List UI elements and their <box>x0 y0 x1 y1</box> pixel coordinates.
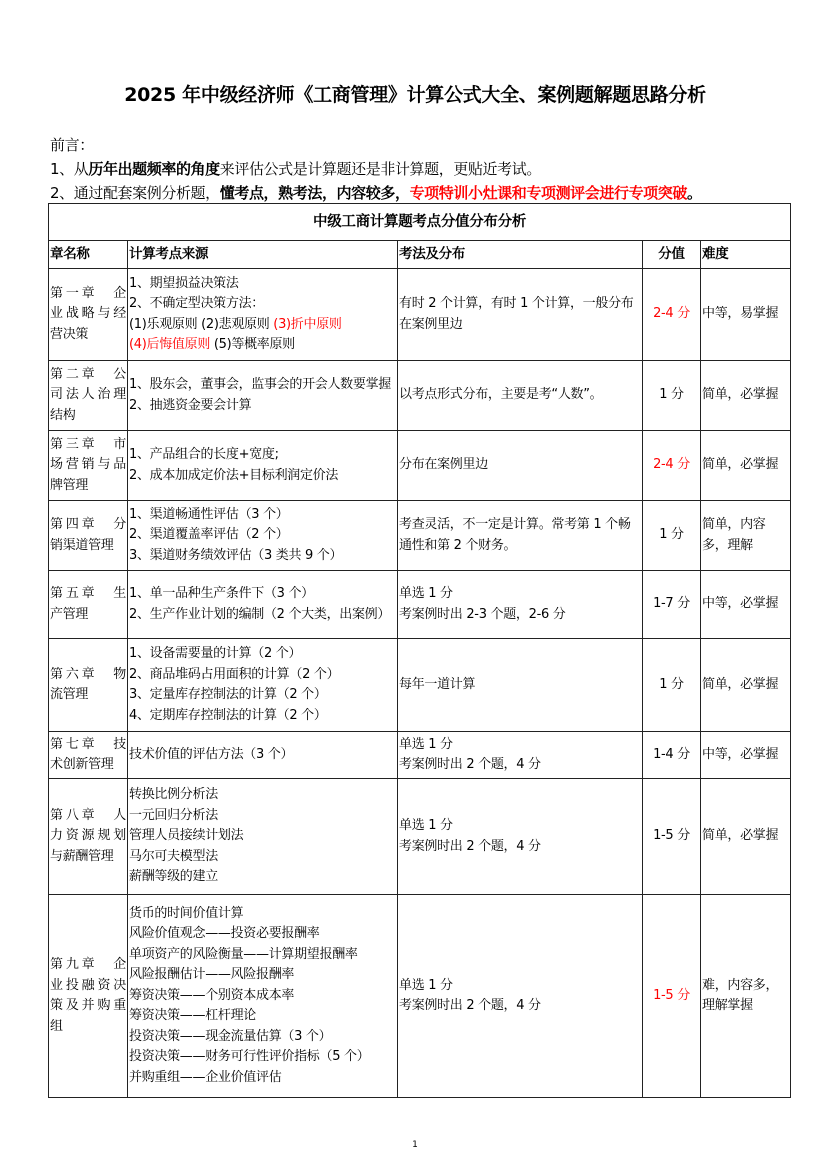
chapter-cell: 第三章 市场营销与品牌管理 <box>49 431 128 501</box>
table-row <box>49 269 791 361</box>
chapter-cell: 第五章 生产管理 <box>49 571 128 639</box>
chapter-cell: 第八章 人力资源规划与薪酬管理 <box>49 779 128 895</box>
chapter-cell: 第七章 技术创新管理 <box>49 732 128 779</box>
source-cell: 1、单一品种生产条件下（3 个） 2、生产作业计划的编制（2 个大类，出案例） <box>128 571 398 639</box>
chapter-cell: 第一章 企业战略与经营决策 <box>49 269 128 361</box>
method-cell: 考查灵活，不一定是计算。常考第 1 个畅通性和第 2 个财务。 <box>398 501 643 571</box>
header-chapter: 章名称 <box>49 241 128 269</box>
source-cell: 技术价值的评估方法（3 个） <box>128 732 398 779</box>
chapter-cell: 第六章 物流管理 <box>49 639 128 732</box>
score-cell: 1-7 分 <box>643 571 701 639</box>
score-cell: 1-4 分 <box>643 732 701 779</box>
preface-line-1-bold: 历年出题频率的角度 <box>88 160 220 178</box>
header-source: 计算考点来源 <box>128 241 398 269</box>
score-cell: 2-4 分 <box>643 269 701 361</box>
highlight-principle: (4)后悔值原则 <box>129 337 211 352</box>
table-caption: 中级工商计算题考点分值分布分析 <box>49 204 791 241</box>
page-number: 1 <box>412 1140 418 1150</box>
score-distribution-table <box>48 203 791 1098</box>
table-row <box>49 571 791 639</box>
method-cell: 分布在案例里边 <box>398 431 643 501</box>
difficulty-cell: 难，内容多，理解掌握 <box>701 895 791 1098</box>
table-row <box>49 732 791 779</box>
chapter-cell: 第四章 分销渠道管理 <box>49 501 128 571</box>
difficulty-cell: 简单，必掌握 <box>701 361 791 431</box>
score-cell: 2-4 分 <box>643 431 701 501</box>
header-difficulty: 难度 <box>701 241 791 269</box>
difficulty-cell: 中等，必掌握 <box>701 571 791 639</box>
preface-line-2: 2、通过配套案例分析题，懂考点，熟考法，内容较多，专项特训小灶课和专项测评会进行专项突破。 <box>50 184 702 202</box>
score-cell: 1-5 分 <box>643 779 701 895</box>
source-cell: 1、股东会，董事会，监事会的开会人数要掌握 2、抽逃资金要会计算 <box>128 361 398 431</box>
method-cell: 单选 1 分 考案例时出 2 个题，4 分 <box>398 779 643 895</box>
table-row <box>49 895 791 1098</box>
table-row <box>49 501 791 571</box>
method-cell: 单选 1 分 考案例时出 2 个题，4 分 <box>398 732 643 779</box>
chapter-cell: 第九章 企业投融资决策及并购重组 <box>49 895 128 1098</box>
source-cell: 转换比例分析法 一元回归分析法 管理人员接续计划法 马尔可夫模型法 薪酬等级的建立 <box>128 779 398 895</box>
difficulty-cell: 简单，必掌握 <box>701 431 791 501</box>
table-row <box>49 361 791 431</box>
source-cell: 1、渠道畅通性评估（3 个） 2、渠道覆盖率评估（2 个） 3、渠道财务绩效评估（3 类共 9 个） <box>128 501 398 571</box>
chapter-cell: 第二章 公司法人治理结构 <box>49 361 128 431</box>
score-cell: 1 分 <box>643 501 701 571</box>
table-header-row <box>49 241 791 269</box>
score-cell: 1 分 <box>643 361 701 431</box>
difficulty-cell: 简单，必掌握 <box>701 779 791 895</box>
preface-heading: 前言： <box>50 136 94 154</box>
header-score: 分值 <box>643 241 701 269</box>
method-cell: 单选 1 分 考案例时出 2-3 个题，2-6 分 <box>398 571 643 639</box>
method-cell: 每年一道计算 <box>398 639 643 732</box>
source-cell: 1、期望损益决策法 2、不确定型决策方法： (1)乐观原则 (2)悲观原则 (3)折中原则 (4)后悔值原则 (5)等概率原则 <box>128 269 398 361</box>
difficulty-cell: 简单，必掌握 <box>701 639 791 732</box>
difficulty-cell: 中等，易掌握 <box>701 269 791 361</box>
table-row <box>49 639 791 732</box>
difficulty-cell: 中等，必掌握 <box>701 732 791 779</box>
score-cell: 1-5 分 <box>643 895 701 1098</box>
source-cell: 1、设备需要量的计算（2 个） 2、商品堆码占用面积的计算（2 个） 3、定量库存控制法的计算（2 个） 4、定期库存控制法的计算（2 个） <box>128 639 398 732</box>
preface-line-2-highlight: 专项特训小灶课和专项测评会进行专项突破 <box>409 184 687 202</box>
table-row <box>49 431 791 501</box>
method-cell: 以考点形式分布，主要是考“人数”。 <box>398 361 643 431</box>
table-row <box>49 779 791 895</box>
source-cell: 货币的时间价值计算 风险价值观念——投资必要报酬率 单项资产的风险衡量——计算期望报酬率 风险报酬估计——风险报酬率 筹资决策——个别资本成本率 筹资决策——杠杆理论 投资决策——现金流量估算（3 个） 投资决策——财务可行性评价指标（5 个） 并购重组——企业价值评估 <box>128 895 398 1098</box>
preface <box>50 133 702 205</box>
score-cell: 1 分 <box>643 639 701 732</box>
method-cell: 单选 1 分 考案例时出 2 个题，4 分 <box>398 895 643 1098</box>
method-cell: 有时 2 个计算，有时 1 个计算，一般分布在案例里边 <box>398 269 643 361</box>
preface-line-2-bold: 懂考点，熟考法，内容较多， <box>219 184 410 202</box>
header-method: 考法及分布 <box>398 241 643 269</box>
source-cell: 1、产品组合的长度+宽度; 2、成本加成定价法+目标利润定价法 <box>128 431 398 501</box>
document-title: 2025 年中级经济师《工商管理》计算公式大全、案例题解题思路分析 <box>124 84 706 106</box>
difficulty-cell: 简单，内容多，理解 <box>701 501 791 571</box>
preface-line-1: 1、从历年出题频率的角度来评估公式是计算题还是非计算题，更贴近考试。 <box>50 160 541 178</box>
highlight-principle: (3)折中原则 <box>273 316 342 332</box>
